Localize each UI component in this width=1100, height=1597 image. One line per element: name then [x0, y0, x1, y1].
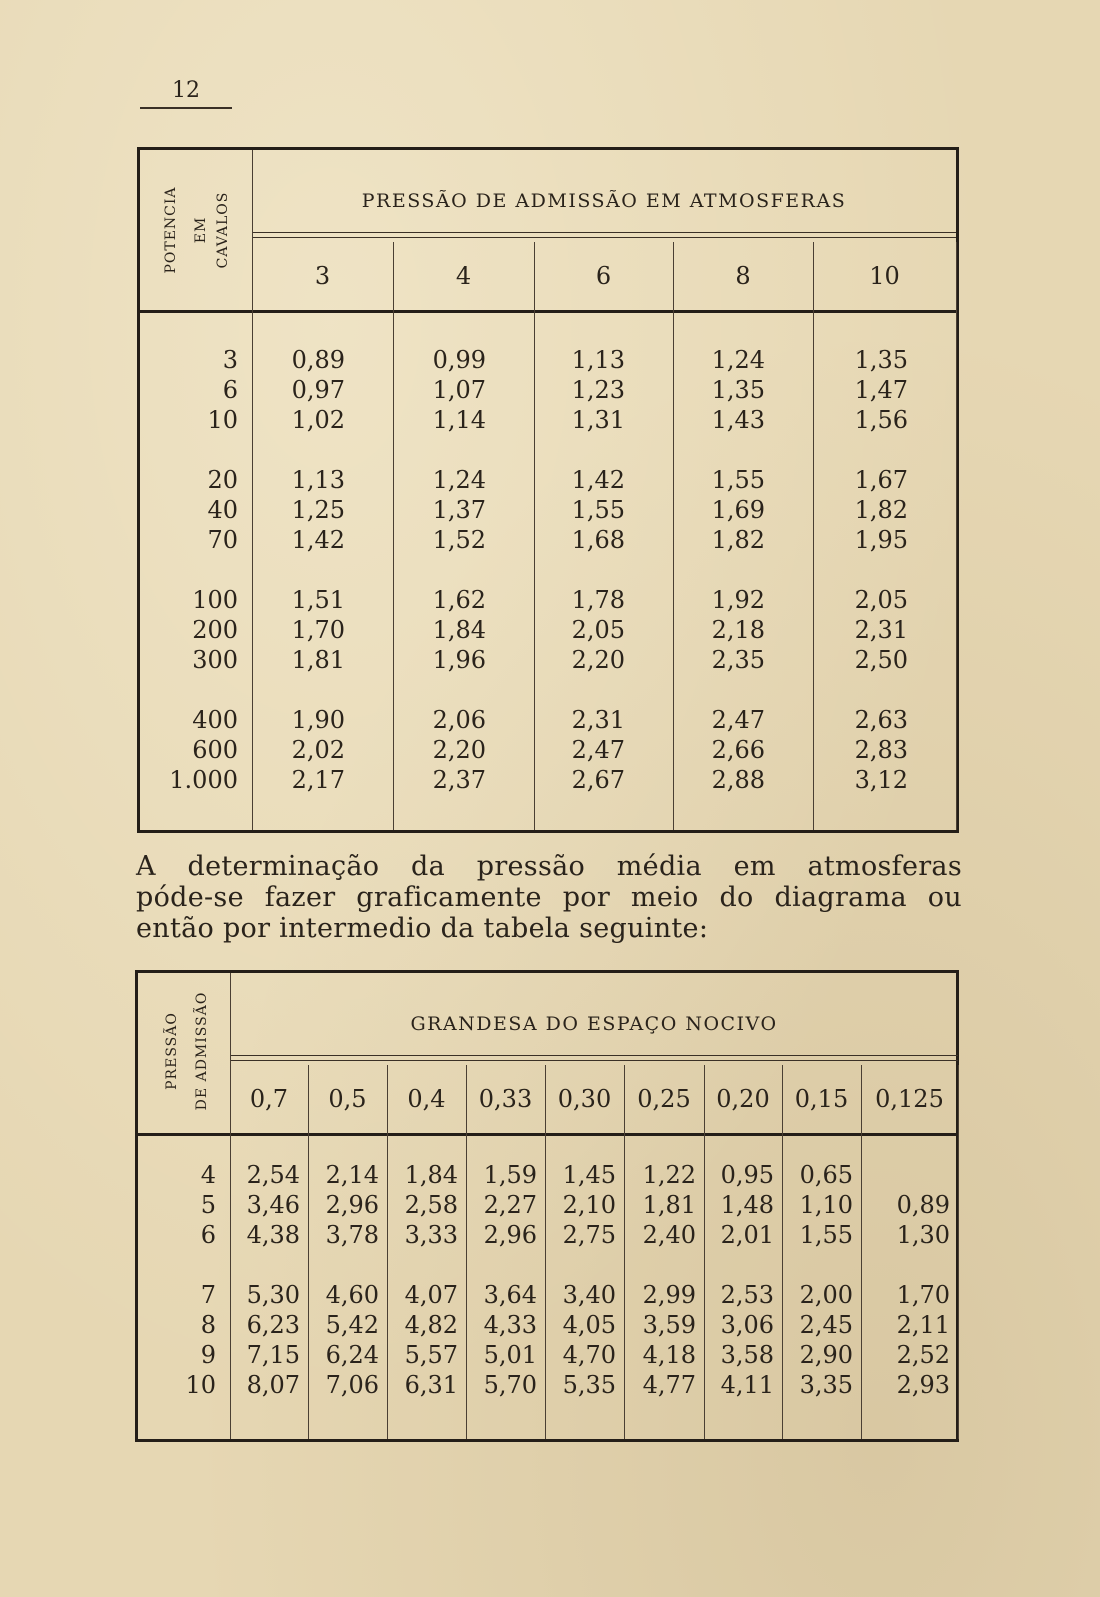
table-cell: 2,88	[711, 766, 765, 794]
table-cell: 1,81	[642, 1191, 696, 1219]
table-cell: 1,31	[571, 406, 625, 434]
table-cell: 1,23	[571, 376, 625, 404]
table-cell: 2,02	[291, 736, 345, 764]
table-cell: 4,60	[325, 1281, 379, 1309]
table-cell: 1,92	[711, 586, 765, 614]
table-cell: 1,55	[799, 1221, 853, 1249]
table-cell: 1,67	[854, 466, 908, 494]
column-header: 0,7	[249, 1085, 289, 1113]
table-cell: 1,42	[291, 526, 345, 554]
body-paragraph	[136, 851, 962, 944]
row-label: 7	[200, 1281, 216, 1309]
column-header: 3	[314, 262, 331, 290]
table-cell: 2,83	[854, 736, 908, 764]
table-cell: 6,31	[404, 1371, 458, 1399]
table-cell: 4,18	[642, 1341, 696, 1369]
clearance-pressure-table	[135, 970, 959, 1442]
table-cell: 2,99	[642, 1281, 696, 1309]
row-label: 10	[207, 406, 238, 434]
table-cell: 5,01	[483, 1341, 537, 1369]
table-cell: 0,95	[720, 1161, 774, 1189]
table-cell: 2,27	[483, 1191, 537, 1219]
paragraph-line: então por intermedio da tabela seguinte:	[136, 913, 709, 944]
row-header-label-1: PRESSÃO	[164, 1012, 180, 1090]
table-cell: 2,05	[571, 616, 625, 644]
table-cell: 4,38	[246, 1221, 300, 1249]
table-cell: 1,55	[571, 496, 625, 524]
table-cell: 5,42	[325, 1311, 379, 1339]
table-cell: 3,78	[325, 1221, 379, 1249]
table-cell: 2,01	[720, 1221, 774, 1249]
table-cell: 1,96	[432, 646, 486, 674]
column-header: 10	[869, 262, 900, 290]
table-cell: 4,05	[562, 1311, 616, 1339]
row-label: 600	[192, 736, 238, 764]
table-cell: 2,35	[711, 646, 765, 674]
table-cell: 2,52	[896, 1341, 950, 1369]
column-header: 0,4	[407, 1085, 446, 1113]
column-header: 0,5	[328, 1085, 367, 1113]
table-cell: 1,24	[432, 466, 486, 494]
table-cell: 1,62	[432, 586, 486, 614]
row-label: 20	[207, 466, 238, 494]
table-cell: 1,84	[404, 1161, 458, 1189]
table-cell: 1,56	[854, 406, 908, 434]
table-cell: 2,17	[291, 766, 345, 794]
table-cell: 2,06	[432, 706, 486, 734]
table-cell: 2,14	[325, 1161, 379, 1189]
paragraph-line: A determinação da pressão média em atmosferas	[136, 851, 962, 882]
table-cell: 6,23	[246, 1311, 300, 1339]
table-cell: 2,93	[896, 1371, 950, 1399]
column-header: 0,125	[875, 1085, 944, 1113]
table-cell: 3,46	[246, 1191, 300, 1219]
table-cell: 0,99	[432, 346, 486, 374]
table-cell: 1,10	[799, 1191, 853, 1219]
table-cell: 3,12	[854, 766, 908, 794]
table-cell: 2,47	[571, 736, 625, 764]
table-cell: 4,82	[404, 1311, 458, 1339]
table-cell: 2,20	[432, 736, 486, 764]
table-cell: 1,82	[711, 526, 765, 554]
table-cell: 4,07	[404, 1281, 458, 1309]
table-cell: 1,25	[291, 496, 345, 524]
table-cell: 2,05	[854, 586, 908, 614]
table-cell: 2,10	[562, 1191, 616, 1219]
column-header: 8	[735, 262, 751, 290]
column-divider	[956, 242, 957, 830]
table-cell: 1,13	[571, 346, 625, 374]
row-header-label-2: EM	[193, 216, 209, 244]
table-cell: 1,45	[562, 1161, 616, 1189]
table-cell: 7,06	[325, 1371, 379, 1399]
row-label: 400	[192, 706, 238, 734]
table-cell: 2,75	[562, 1221, 616, 1249]
table-cell: 1,84	[432, 616, 486, 644]
table-cell: 1,35	[711, 376, 765, 404]
table-cell: 2,47	[711, 706, 765, 734]
table-cell: 1,24	[711, 346, 765, 374]
table-cell: 1,42	[571, 466, 625, 494]
table-cell: 5,57	[404, 1341, 458, 1369]
table-cell: 2,67	[571, 766, 625, 794]
table-cell: 1,37	[432, 496, 486, 524]
table-cell: 1,47	[854, 376, 908, 404]
table-cell: 2,31	[571, 706, 625, 734]
row-label: 5	[200, 1191, 216, 1219]
table-cell: 1,70	[896, 1281, 950, 1309]
table-cell: 2,20	[571, 646, 625, 674]
column-header: 0,15	[794, 1085, 849, 1113]
table-cell: 8,07	[246, 1371, 300, 1399]
table-cell: 5,70	[483, 1371, 537, 1399]
column-header: 6	[595, 262, 612, 290]
row-label: 70	[207, 526, 238, 554]
table-cell: 2,50	[854, 646, 908, 674]
row-label: 1.000	[169, 766, 238, 794]
table-cell: 1,48	[720, 1191, 774, 1219]
column-divider	[958, 1065, 959, 1439]
table-cell: 2,31	[854, 616, 908, 644]
row-label: 200	[192, 616, 238, 644]
table-cell: 3,40	[562, 1281, 616, 1309]
row-label: 9	[200, 1341, 216, 1369]
table-cell: 2,54	[246, 1161, 300, 1189]
table-cell: 7,15	[246, 1341, 300, 1369]
paragraph-line: póde-se fazer graficamente por meio do diagrama ou	[136, 882, 962, 913]
table-cell: 1,81	[291, 646, 345, 674]
table-cell: 3,35	[799, 1371, 853, 1399]
page-number: 12	[140, 78, 232, 109]
table-cell: 3,64	[483, 1281, 537, 1309]
table-cell: 0,97	[291, 376, 345, 404]
table-cell: 0,65	[799, 1161, 853, 1189]
table-cell: 1,14	[432, 406, 486, 434]
table-cell: 1,90	[291, 706, 345, 734]
table-cell: 1,35	[854, 346, 908, 374]
table-cell: 3,33	[404, 1221, 458, 1249]
table-cell: 2,90	[799, 1341, 853, 1369]
table-cell: 6,24	[325, 1341, 379, 1369]
row-label: 40	[207, 496, 238, 524]
row-label: 300	[192, 646, 238, 674]
table-cell: 3,59	[642, 1311, 696, 1339]
table-cell: 1,95	[854, 526, 908, 554]
table-cell: 5,35	[562, 1371, 616, 1399]
row-label: 100	[192, 586, 238, 614]
table-cell: 1,13	[291, 466, 345, 494]
row-label: 6	[222, 376, 238, 404]
table-cell: 1,07	[432, 376, 486, 404]
row-label: 4	[200, 1161, 216, 1189]
table-cell: 4,70	[562, 1341, 616, 1369]
table-cell: 5,30	[246, 1281, 300, 1309]
table-cell: 1,51	[291, 586, 345, 614]
table-cell: 2,45	[799, 1311, 853, 1339]
table-cell: 1,52	[432, 526, 486, 554]
table-cell: 1,82	[854, 496, 908, 524]
table-cell: 2,53	[720, 1281, 774, 1309]
column-header: 0,25	[637, 1085, 691, 1113]
table-cell: 4,33	[483, 1311, 537, 1339]
table-cell: 2,40	[642, 1221, 696, 1249]
column-header: 4	[455, 262, 472, 290]
table-cell: 2,96	[483, 1221, 537, 1249]
table-cell: 2,63	[854, 706, 908, 734]
table-cell: 1,69	[711, 496, 765, 524]
table-cell: 2,18	[711, 616, 765, 644]
table-cell: 3,58	[720, 1341, 774, 1369]
table-cell: 2,11	[896, 1311, 950, 1339]
table-cell: 1,30	[896, 1221, 950, 1249]
power-pressure-table	[137, 147, 959, 833]
table-cell: 2,37	[432, 766, 486, 794]
table-cell: 3,06	[720, 1311, 774, 1339]
table-cell: 2,00	[799, 1281, 853, 1309]
row-header-label-3: CAVALOS	[215, 191, 231, 269]
table-cell: 1,70	[291, 616, 345, 644]
table-cell: 1,02	[291, 406, 345, 434]
table-cell: 1,55	[711, 466, 765, 494]
table-cell: 2,58	[404, 1191, 458, 1219]
table-cell: 2,96	[325, 1191, 379, 1219]
row-header-label-1: POTENCIA	[163, 186, 179, 274]
row-label: 3	[222, 346, 238, 374]
column-header: 0,20	[716, 1085, 770, 1113]
row-header-label-2: DE ADMISSÃO	[194, 991, 210, 1111]
table-cell: 1,22	[642, 1161, 696, 1189]
table-cell: 1,78	[571, 586, 625, 614]
row-label: 8	[200, 1311, 216, 1339]
column-header: 0,33	[478, 1085, 533, 1113]
table-cell: 0,89	[291, 346, 345, 374]
group-title: PRESSÃO DE ADMISSÃO EM ATMOSFERAS	[361, 190, 847, 212]
table-cell: 2,66	[711, 736, 765, 764]
table-cell: 0,89	[896, 1191, 950, 1219]
row-label: 6	[200, 1221, 216, 1249]
group-title: GRANDESA DO ESPAÇO NOCIVO	[410, 1013, 778, 1035]
table-cell: 4,77	[642, 1371, 696, 1399]
table-cell: 1,68	[571, 526, 625, 554]
table-cell: 1,43	[711, 406, 765, 434]
table-cell: 1,59	[483, 1161, 537, 1189]
column-header: 0,30	[557, 1085, 612, 1113]
table-cell: 4,11	[720, 1371, 774, 1399]
row-label: 10	[185, 1371, 216, 1399]
